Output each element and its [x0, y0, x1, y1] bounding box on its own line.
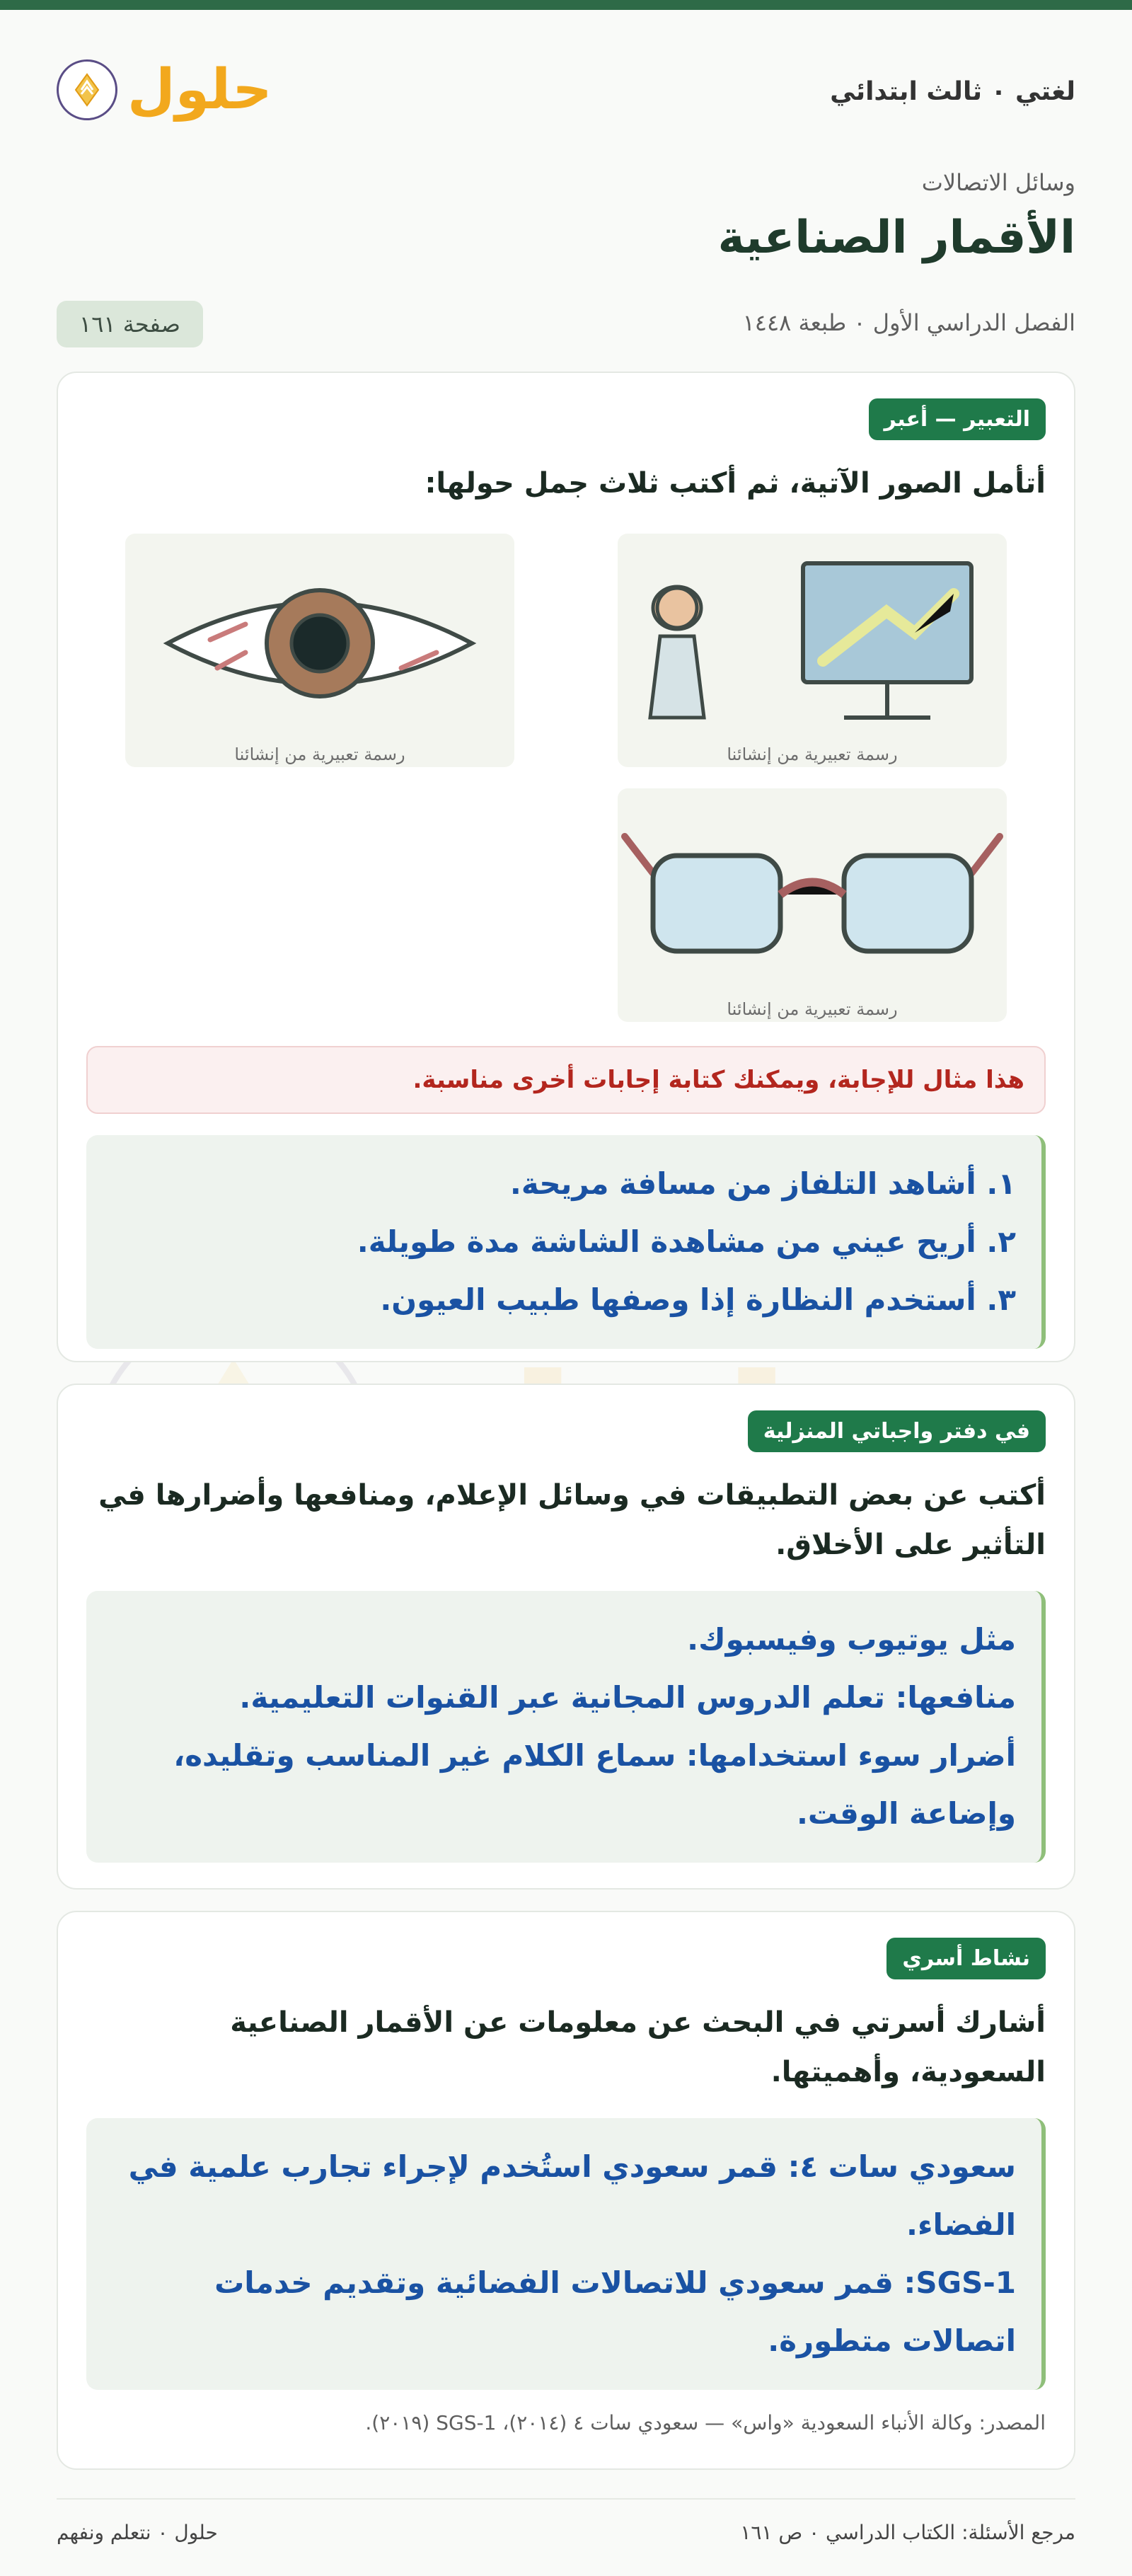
answer-line: ٢. أريح عيني من مشاهدة الشاشة مدة طويلة.: [357, 1224, 1016, 1259]
answer-line: أضرار سوء استخدامها: سماع الكلام غير المناسب وتقليده، وإضاعة الوقت.: [173, 1737, 1016, 1831]
homework-card: [57, 1384, 1075, 1890]
answer-line: سعودي سات ٤: قمر سعودي استُخدم لإجراء تجارب علمية في الفضاء.: [128, 2149, 1016, 2242]
page-title: الأقمار الصناعية: [717, 212, 1075, 264]
subject-label: لغتي ٠ ثالث ابتدائي: [830, 77, 1075, 106]
glasses-illustration: [618, 788, 1007, 1022]
image-caption: رسمة تعبيرية من إنشائنا: [234, 744, 405, 764]
answer-line: منافعها: تعلم الدروس المجانية عبر القنوات التعليمية.: [239, 1679, 1016, 1715]
section-badge: نشاط أسري: [886, 1938, 1046, 1979]
section-badge: التعبير — أعبر: [869, 398, 1046, 440]
footer-reference: مرجع الأسئلة: الكتاب الدراسي ٠ ص ١٦١: [740, 2521, 1075, 2544]
answer-line: ٣. أستخدم النظارة إذا وصفها طبيب العيون.: [380, 1282, 1016, 1317]
unit-label: وسائل الاتصالات: [921, 169, 1075, 196]
answer-note: هذا مثال للإجابة، ويمكنك كتابة إجابات أخرى مناسبة.: [86, 1046, 1046, 1114]
eye-illustration: [125, 534, 514, 767]
image-caption: رسمة تعبيرية من إنشائنا: [727, 744, 898, 764]
logo-wordmark: حلول: [127, 58, 272, 122]
answer-line: مثل يوتيوب وفيسبوك.: [687, 1622, 1016, 1657]
section-badge: في دفتر واجباتي المنزلية: [748, 1410, 1046, 1452]
logo-book-icon: [57, 59, 117, 120]
page-header: [0, 10, 1132, 155]
footer-brand[interactable]: حلول ٠ نتعلم ونفهم: [57, 2521, 218, 2544]
expression-card: [57, 372, 1075, 1362]
answer-box: [86, 1135, 1046, 1349]
tv-illustration: [618, 534, 1007, 767]
question-text: أكتب عن بعض التطبيقات في وسائل الإعلام، ومنافعها وأضرارها في التأثير على الأخلاق.: [98, 1479, 1046, 1561]
site-logo[interactable]: [57, 58, 272, 122]
answer-line: SGS-1: قمر سعودي للاتصالات الفضائية وتقديم خدمات اتصالات متطورة.: [214, 2265, 1016, 2358]
lesson-meta: [0, 155, 1132, 396]
answer-line: ١. أشاهد التلفاز من مسافة مريحة.: [509, 1166, 1016, 1201]
image-caption: رسمة تعبيرية من إنشائنا: [727, 999, 898, 1019]
question-text: أتأمل الصور الآتية، ثم أكتب ثلاث جمل حولها:: [424, 467, 1046, 500]
answer-box: [86, 2118, 1046, 2390]
page-number-chip: صفحة ١٦١: [57, 301, 203, 347]
illustrations-grid: [86, 534, 1046, 1029]
answer-box: [86, 1591, 1046, 1863]
source-citation: المصدر: وكالة الأنباء السعودية «واس» — سعودي سات ٤ (٢٠١٤)، SGS-1 (٢٠١٩).: [365, 2410, 1046, 2434]
page-footer: [57, 2498, 1075, 2544]
top-accent-bar: [0, 0, 1132, 10]
family-activity-card: [57, 1911, 1075, 2470]
question-text: أشارك أسرتي في البحث عن معلومات عن الأقمار الصناعية السعودية، وأهميتها.: [230, 2006, 1046, 2088]
semester-label: الفصل الدراسي الأول ٠ طبعة ١٤٤٨: [742, 309, 1075, 336]
